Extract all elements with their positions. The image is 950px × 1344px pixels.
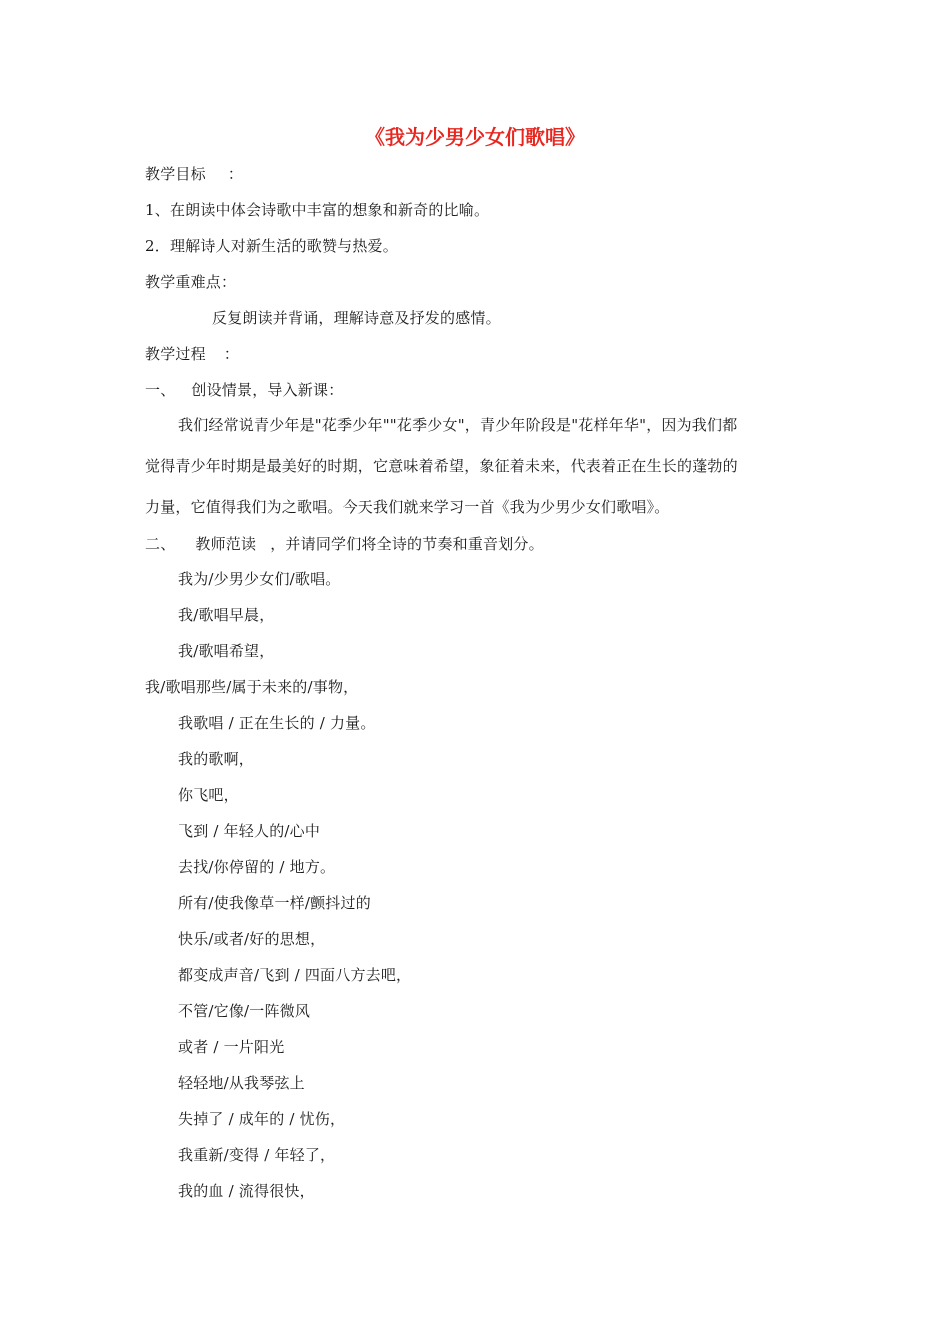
poem-line: 或者 / 一片阳光 <box>178 1038 285 1056</box>
process-colon: ： <box>223 345 240 363</box>
step2-heading <box>145 533 544 555</box>
poem-line: 轻轻地/从我琴弦上 <box>178 1074 305 1092</box>
step1-paragraph-line-2: 觉得青少年时期是最美好的时期，它意味着希望，象征着未来，代表着正在生长的蓬勃的 <box>145 457 738 475</box>
step1-paragraph-line-1: 我们经常说青少年是"花季少年""花季少女"，青少年阶段是"花样年华"，因为我们都 <box>178 416 738 434</box>
step2-title: 教师范读 <box>195 535 257 553</box>
process-heading <box>145 343 239 365</box>
poem-line: 我/歌唱希望， <box>178 642 275 660</box>
goals-heading <box>145 163 243 185</box>
poem-line: 我歌唱 / 正在生长的 / 力量。 <box>178 714 376 732</box>
poem-line: 我重新/变得 / 年轻了， <box>178 1146 336 1164</box>
goal-item-1: 1、在朗读中体会诗歌中丰富的想象和新奇的比喻。 <box>145 201 490 219</box>
poem-line: 去找/你停留的 / 地方。 <box>178 858 336 876</box>
poem-line: 你飞吧， <box>178 786 239 804</box>
key-points-text: 反复朗读并背诵，理解诗意及抒发的感情。 <box>212 309 501 327</box>
poem-line: 我为/少男少女们/歌唱。 <box>178 570 341 588</box>
step1-number: 一、 <box>145 381 176 399</box>
poem-line: 不管/它像/一阵微风 <box>178 1002 311 1020</box>
goals-colon: ： <box>227 165 244 183</box>
step2-instruction: ，并请同学们将全诗的节奏和重音划分。 <box>270 535 544 553</box>
key-points-label: 教学重难点： <box>145 273 237 291</box>
poem-line: 飞到 / 年轻人的/心中 <box>178 822 321 840</box>
poem-line: 失掉了 / 成年的 / 忧伤， <box>178 1110 346 1128</box>
step1-paragraph-line-3: 力量，它值得我们为之歌唱。今天我们就来学习一首《我为少男少女们歌唱》。 <box>145 498 670 516</box>
poem-line: 我的血 / 流得很快， <box>178 1182 315 1200</box>
process-label: 教学过程 <box>145 345 206 363</box>
poem-line: 我/歌唱早晨， <box>178 606 275 624</box>
document-title: 《我为少男少女们歌唱》 <box>365 125 585 149</box>
goal-item-2: 2．理解诗人对新生活的歌赞与热爱。 <box>145 237 398 255</box>
poem-line: 所有/使我像草一样/颤抖过的 <box>178 894 371 912</box>
poem-line: 都变成声音/飞到 / 四面八方去吧， <box>178 966 412 984</box>
poem-line: 我的歌啊， <box>178 750 255 768</box>
step1-heading <box>145 379 343 401</box>
goals-label: 教学目标 <box>145 165 206 183</box>
poem-line: 快乐/或者/好的思想， <box>178 930 326 948</box>
poem-line: 我/歌唱那些/属于未来的/事物， <box>145 678 359 696</box>
step2-number: 二、 <box>145 535 176 553</box>
step1-title: 创设情景，导入新课： <box>191 381 344 399</box>
